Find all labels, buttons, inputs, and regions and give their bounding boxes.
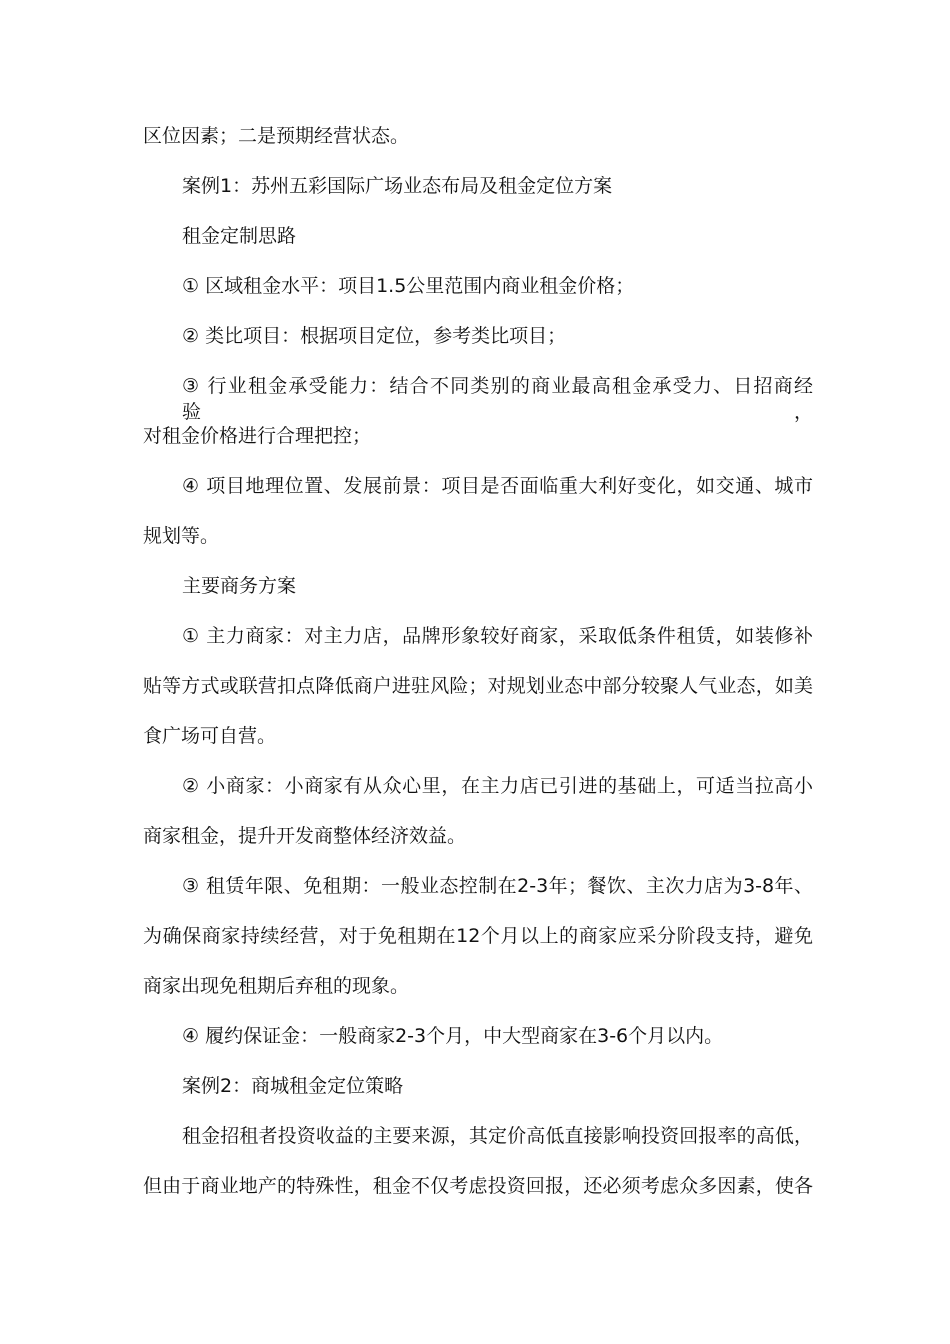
rent-approach-heading: 租金定制思路: [182, 225, 297, 247]
text-line: 为确保商家持续经营，对于免租期在12个月以上的商家应采分阶段支持，避免: [143, 925, 813, 947]
text-line: 商家出现免租期后弃租的现象。: [143, 975, 410, 997]
text-line: 规划等。: [143, 525, 220, 547]
business-plan-heading: 主要商务方案: [182, 575, 297, 597]
list-item: ① 区域租金水平：项目1.5公里范围内商业租金价格；: [182, 275, 635, 297]
list-item: ④ 履约保证金：一般商家2-3个月，中大型商家在3-6个月以内。: [182, 1025, 724, 1047]
list-item: ③ 行业租金承受能力：结合不同类别的商业最高租金承受力、日招商经验，: [182, 375, 813, 423]
text-line: 贴等方式或联营扣点降低商户进驻风险；对规划业态中部分较聚人气业态，如美: [143, 675, 813, 697]
list-item: ② 小商家：小商家有从众心里，在主力店已引进的基础上，可适当拉高小: [182, 775, 813, 797]
paragraph-line: 租金招租者投资收益的主要来源，其定价高低直接影响投资回报率的高低，: [182, 1125, 813, 1147]
list-item: ② 类比项目：根据项目定位，参考类比项目；: [182, 325, 567, 347]
list-item: ③ 租赁年限、免租期：一般业态控制在2-3年；餐饮、主次力店为3-8年、: [182, 875, 813, 897]
list-item: ① 主力商家：对主力店，品牌形象较好商家，采取低条件租赁，如装修补: [182, 625, 813, 647]
case-1-heading: 案例1：苏州五彩国际广场业态布局及租金定位方案: [182, 175, 613, 197]
text-line: 商家租金，提升开发商整体经济效益。: [143, 825, 467, 847]
text-line: 区位因素；二是预期经营状态。: [143, 125, 410, 147]
paragraph-line: 但由于商业地产的特殊性，租金不仅考虑投资回报，还必须考虑众多因素，使各: [143, 1175, 813, 1197]
text-line: 对租金价格进行合理把控；: [143, 425, 372, 447]
case-2-heading: 案例2：商城租金定位策略: [182, 1075, 404, 1097]
list-item: ④ 项目地理位置、发展前景：项目是否面临重大利好变化，如交通、城市: [182, 475, 813, 497]
text-line: 食广场可自营。: [143, 725, 277, 747]
